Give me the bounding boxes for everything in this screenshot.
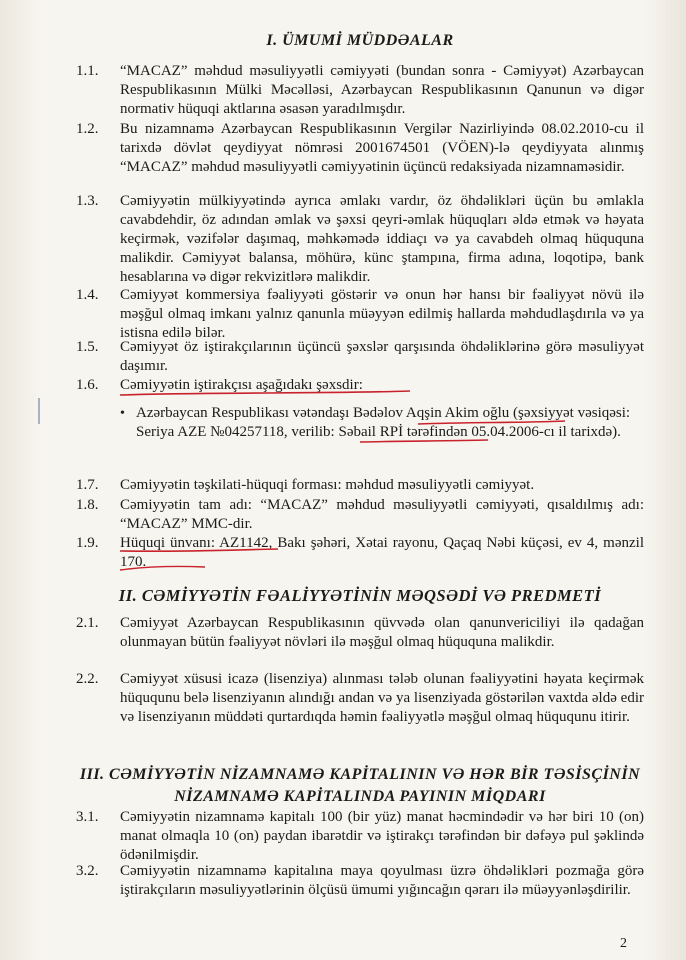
- clause-text: Cəmiyyət öz iştirakçılarının üçüncü şəxslər qarşısında öhdəliklərinə görə məsuliyyət daşımır.: [120, 339, 644, 374]
- clause-number: 1.6.: [76, 377, 99, 393]
- bullet-icon: •: [120, 406, 125, 421]
- page-number: 2: [620, 936, 627, 951]
- clause-text: “MACAZ” məhdud məsuliyyətli cəmiyyəti (bundan sonra - Cəmiyyət) Azərbaycan Respublikasının Mülki Məcəlləsi, Azərbaycan Respublikasının Qanunun və digər normativ hüquqi aktlarına əsasən yaradılmışdır.: [120, 63, 644, 117]
- clause-number: 1.3.: [76, 193, 99, 209]
- clause-number: 1.4.: [76, 287, 99, 303]
- clause-number: 1.7.: [76, 477, 99, 493]
- clause-text: Hüquqi ünvanı: AZ1142, Bakı şəhəri, Xətai rayonu, Qaçaq Nəbi küçəsi, ev 4, mənzil 170.: [120, 535, 644, 570]
- clause-number: 3.1.: [76, 809, 99, 825]
- clause-number: 2.2.: [76, 671, 99, 687]
- clause-number: 1.8.: [76, 497, 99, 513]
- clause-number: 1.5.: [76, 339, 99, 355]
- clause-number: 2.1.: [76, 615, 99, 631]
- clause-text: Cəmiyyətin nizamnamə kapitalı 100 (bir yüz) manat həcmindədir və hər biri 10 (on) manat olmaqla 10 (on) paydan ibarətdir və iştirakçı tərəfindən bir dəfəyə pul şəklində ödənilmişdir.: [120, 809, 644, 863]
- clause-text: Cəmiyyətin təşkilati-hüquqi forması: məhdud məsuliyyətli cəmiyyət.: [120, 477, 535, 493]
- participant-text: Azərbaycan Respublikası vətəndaşı Bədəlov Aqşin Akim oğlu (şəxsiyyət vəsiqəsi: Seriya AZE №04257118, verilib: Səbail RPİ tərəfindən 05.04.2006-cı il tarixdə).: [136, 405, 631, 440]
- clause-text: Bu nizamnamə Azərbaycan Respublikasının Vergilər Nazirliyində 08.02.2010-cu il tarixdə dövlət qeydiyyat nömrəsi 2001674501 (VÖEN)-lə qeydiyyata alınmış “MACAZ” məhdud məsuliyyətli cəmiyyətinin üçüncü redaksiyada nizamnaməsidir.: [120, 121, 644, 175]
- clause-number: 1.1.: [76, 63, 99, 79]
- clause-number: 3.2.: [76, 863, 99, 879]
- clause-text: Cəmiyyətin mülkiyyətində ayrıca əmlakı vardır, öz öhdəlikləri üçün bu əmlakla cavabdehdir, öz adından əmlak və şəxsi qeyri-əmlak hüquqları əldə etmək və həyata keçirmək, vəzifələr daşımaq, məhkəmədə iddiaçı və ya cavabdeh olmaq hüququna malikdir. Cəmiyyət balansa, möhürə, künc ştampına, firma adına, loqotipə, bank hesablarına və digər rekvizitlərə malikdir.: [120, 193, 644, 285]
- clause-number: 1.2.: [76, 121, 99, 137]
- section-1-title: I. ÜMUMİ MÜDDƏALAR: [266, 32, 454, 49]
- section-3-title-line-1: III. CƏMİYYƏTİN NİZAMNAMƏ KAPİTALININ VƏ HƏR BİR TƏSİSÇİNİN: [79, 766, 641, 783]
- section-2-title: II. CƏMİYYƏTİN FƏALİYYƏTİNİN MƏQSƏDİ VƏ PREDMETİ: [118, 586, 602, 605]
- section-3-title-line-2: NİZAMNAMƏ KAPİTALINDA PAYININ MİQDARI: [174, 788, 546, 805]
- clause-number: 1.9.: [76, 535, 99, 551]
- clause-text: Cəmiyyət kommersiya fəaliyyəti göstərir və onun hər hansı bir fəaliyyət növü ilə məşğul olmaq imkanı yalnız qanunla müəyyən edilmiş hallarda məhdudlaşdırıla və ya istisna edilə bilər.: [120, 287, 644, 341]
- clause-text: Cəmiyyətin nizamnamə kapitalına maya qoyulması üzrə öhdəlikləri pozmağa görə iştirakçıların məsuliyyətlərinin ölçüsü ümumi yığıncağın qərarı ilə müəyyənləşdirilir.: [120, 863, 644, 898]
- clause-text: Cəmiyyət Azərbaycan Respublikasının qüvvədə olan qanunvericiliyi ilə qadağan olunmayan bütün fəaliyyət növləri ilə məşğul olmaq hüququna malikdir.: [120, 615, 644, 650]
- clause-text: Cəmiyyətin tam adı: “MACAZ” məhdud məsuliyyətli cəmiyyəti, qısaldılmış adı: “MACAZ” MMC-dir.: [120, 497, 644, 532]
- margin-pen-mark: [38, 398, 40, 424]
- clause-text: Cəmiyyətin iştirakçısı aşağıdakı şəxsdir:: [120, 377, 363, 393]
- clause-text: Cəmiyyət xüsusi icazə (lisenziya) alınması tələb olunan fəaliyyətini həyata keçirmək hüququnu belə lisenziyanın alındığı andan və ya lisenziyada göstərilən vaxtda əldə edir və lisenziyanın müddəti qurtardıqda həmin fəaliyyətlə məşğul olmaq hüququnu itirir.: [120, 671, 644, 725]
- section-3-title: [40, 764, 680, 808]
